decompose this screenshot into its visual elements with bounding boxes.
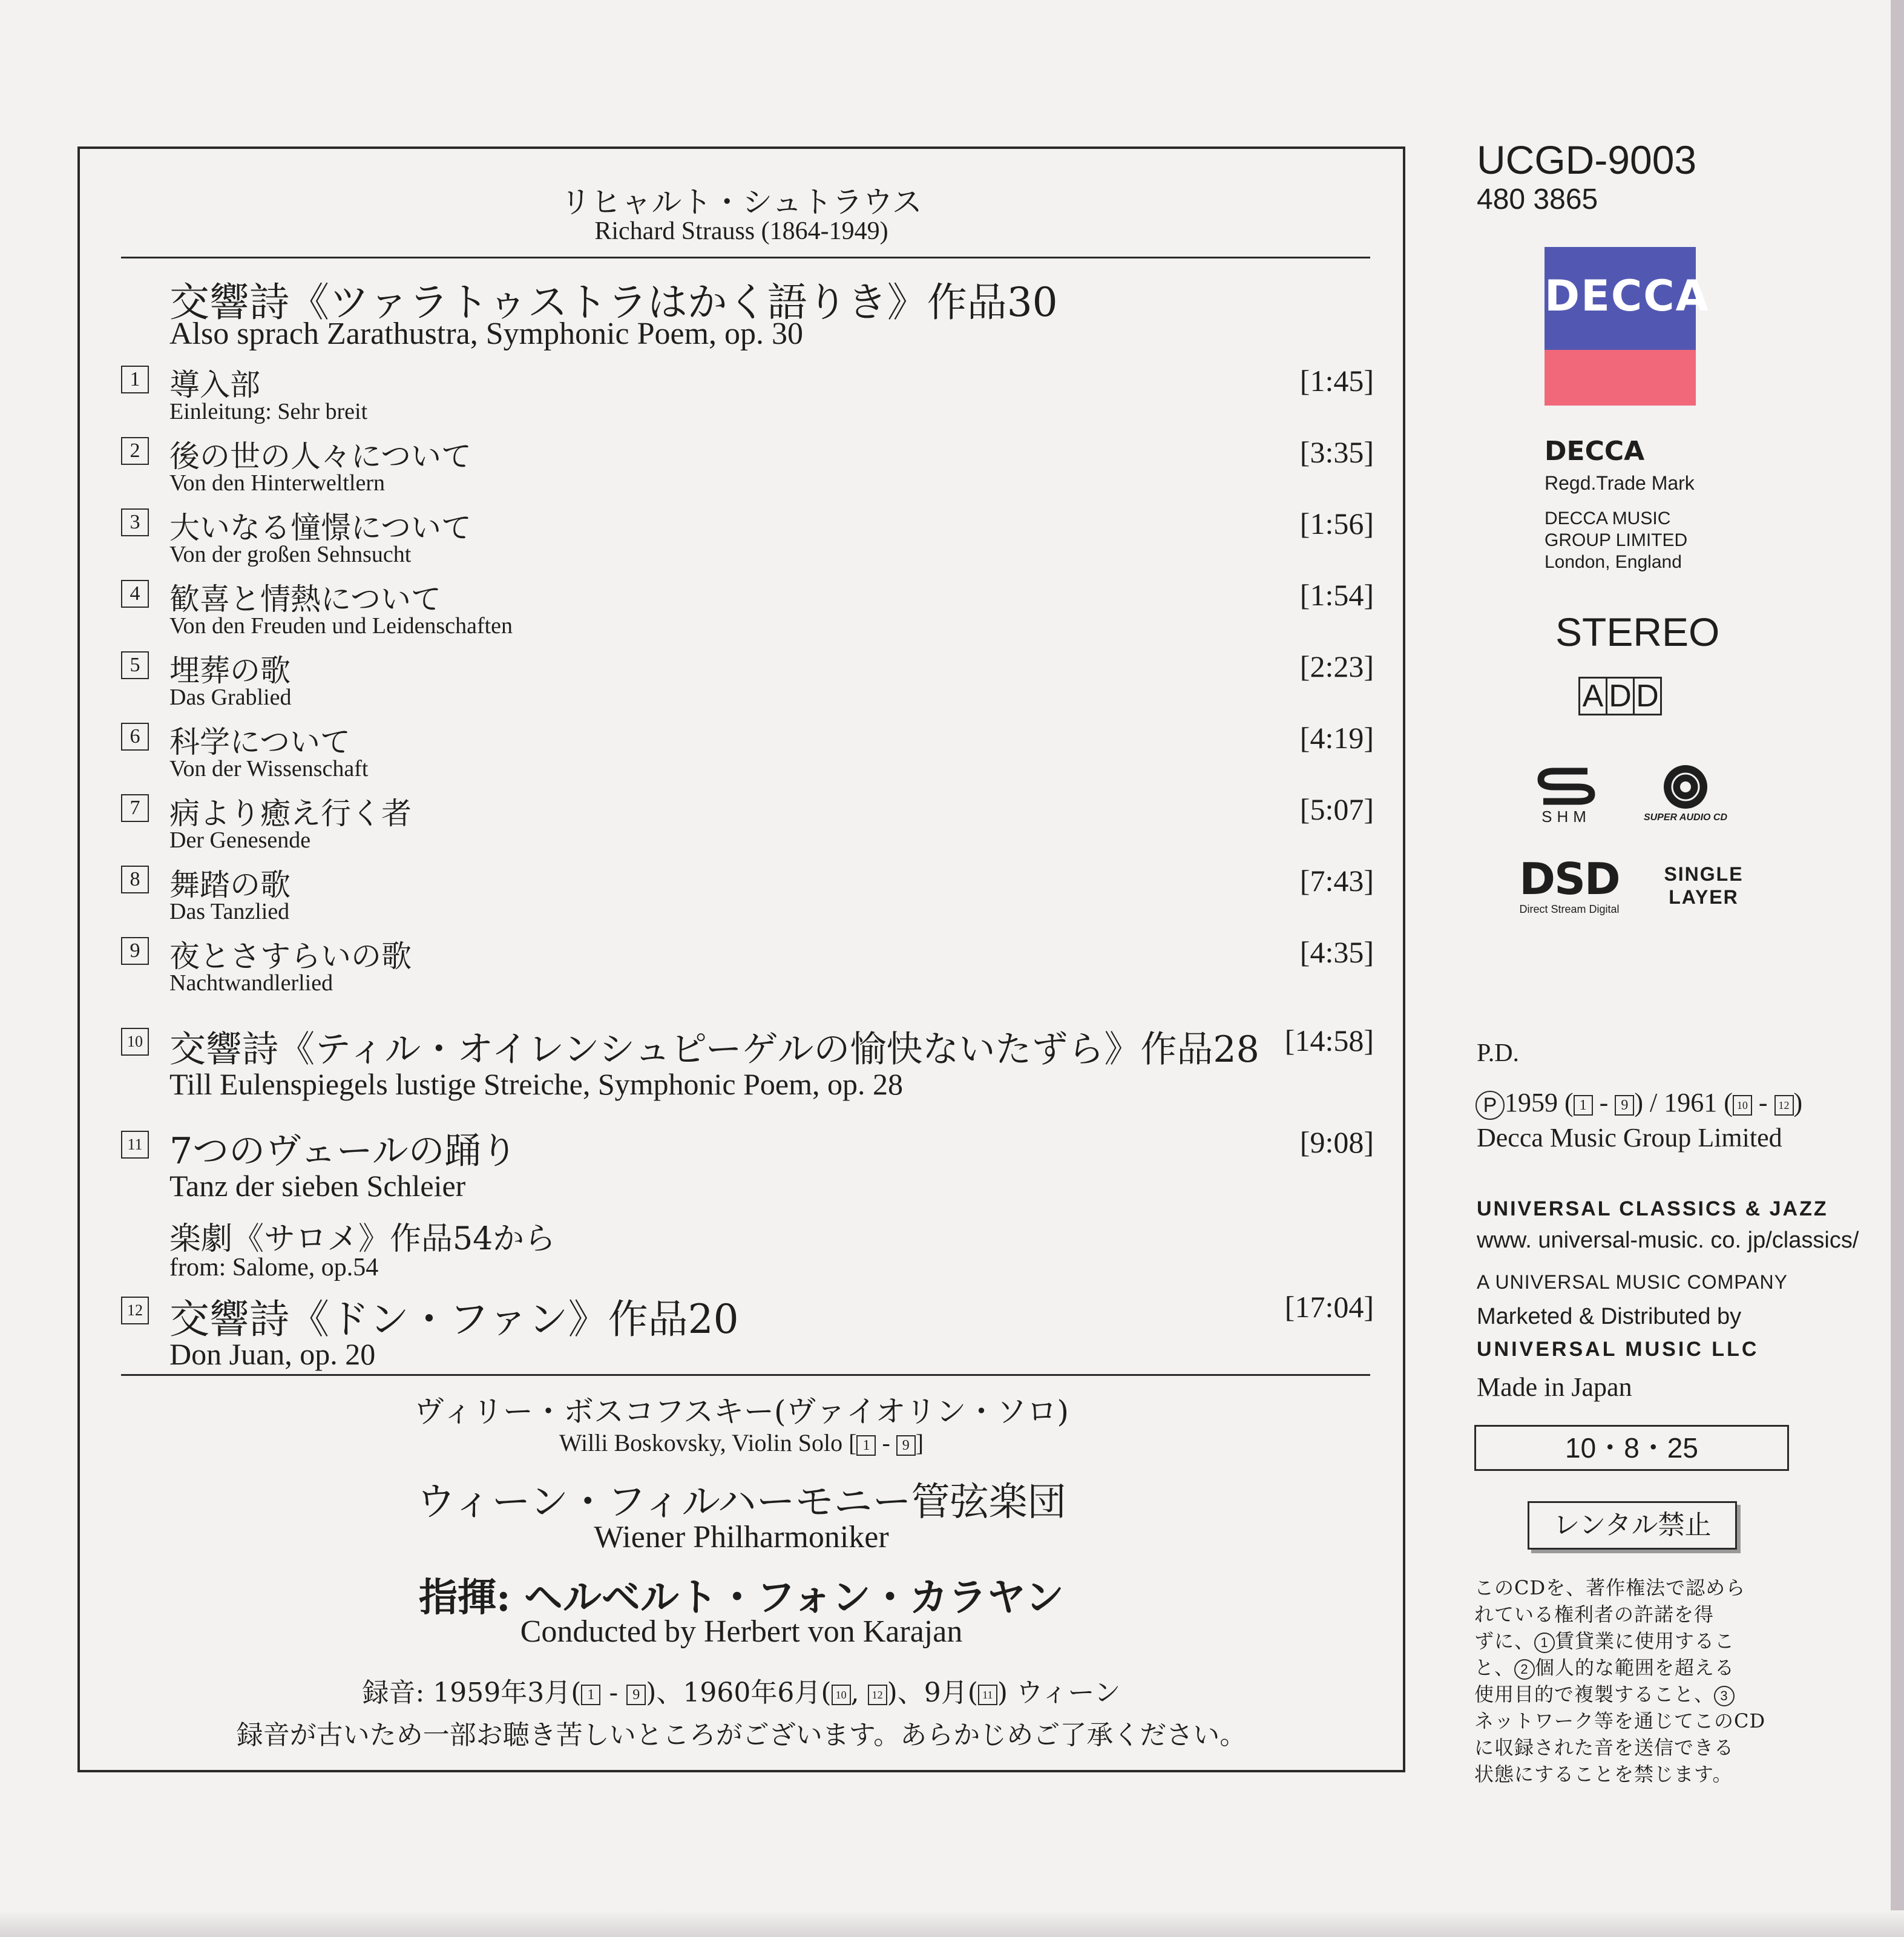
box-track-9: 9 bbox=[896, 1435, 916, 1456]
page-edge-bottom bbox=[0, 1910, 1904, 1937]
conductor-jp: 指揮: ヘルベルト・フォン・カラヤン bbox=[418, 1575, 1065, 1620]
dsd-text: DSD bbox=[1519, 853, 1620, 904]
track-title-de: Von der Wissenschaft bbox=[169, 756, 369, 781]
recording-text: )、9月( bbox=[887, 1677, 978, 1708]
track-title-de: Von den Hinterweltlern bbox=[169, 470, 385, 496]
notice-line: に収録された音を送信できる bbox=[1474, 1736, 1735, 1759]
range-dash: - bbox=[1592, 1088, 1615, 1117]
box-track-9: 9 bbox=[1615, 1095, 1634, 1116]
single-text: SINGLE bbox=[1664, 863, 1744, 885]
notice-text: と、 bbox=[1474, 1656, 1515, 1679]
track-title-de: Der Genesende bbox=[169, 827, 311, 853]
track-duration: [1:45] bbox=[1299, 364, 1374, 398]
orchestra-jp: ウィーン・フィルハーモニー管弦楽団 bbox=[416, 1480, 1066, 1525]
track-number: 3 bbox=[121, 508, 149, 536]
track-number: 12 bbox=[121, 1297, 149, 1324]
range-dash: - bbox=[876, 1429, 896, 1456]
recording-text: ) ウィーン bbox=[997, 1677, 1121, 1708]
circled-number: 3 bbox=[1714, 1686, 1735, 1706]
recording-note: 録音が古いため一部お聴き苦しいところがございます。あらかじめご了承ください。 bbox=[236, 1720, 1247, 1751]
pd-label: P.D. bbox=[1477, 1039, 1520, 1067]
track-title-jp: 科学について bbox=[169, 725, 350, 760]
track-title-jp: 病より癒え行く者 bbox=[169, 796, 412, 831]
track-number: 11 bbox=[121, 1131, 149, 1159]
trademark: Regd.Trade Mark bbox=[1545, 472, 1695, 494]
notice-line: 状態にすることを禁じます。 bbox=[1474, 1763, 1733, 1786]
shm-text: SHM bbox=[1541, 807, 1591, 826]
sacd-logo bbox=[1634, 764, 1737, 830]
track-title-de: Nachtwandlerlied bbox=[169, 970, 333, 996]
box-track-10: 10 bbox=[832, 1685, 851, 1705]
phonogram-line bbox=[1476, 1087, 1802, 1120]
add-letter: A bbox=[1578, 677, 1607, 715]
track-row-11 bbox=[121, 1122, 1374, 1286]
track-title-en: Don Juan, op. 20 bbox=[169, 1337, 376, 1371]
company-line-1: DECCA MUSIC bbox=[1545, 508, 1671, 528]
release-date-box: 10・8・25 bbox=[1474, 1425, 1789, 1471]
track-number: 10 bbox=[121, 1028, 149, 1056]
phonogram-icon: P bbox=[1476, 1091, 1505, 1120]
track-title-jp: 交響詩《ドン・ファン》作品20 bbox=[169, 1296, 739, 1343]
bracket-close: ] bbox=[915, 1429, 924, 1456]
box-track-12: 12 bbox=[868, 1685, 887, 1705]
dsd-subtext: Direct Stream Digital bbox=[1519, 903, 1620, 915]
track-number: 6 bbox=[121, 723, 149, 751]
box-track-10: 10 bbox=[1733, 1095, 1752, 1116]
range-dash: - bbox=[600, 1677, 627, 1708]
notice-text: ずに、 bbox=[1474, 1630, 1535, 1653]
track-row bbox=[121, 432, 1374, 499]
catalog-code: UCGD-9003 bbox=[1477, 137, 1697, 182]
track-title-de: Das Tanzlied bbox=[169, 899, 290, 924]
track-title-de: Von den Freuden und Leidenschaften bbox=[169, 613, 513, 639]
range-dash: - bbox=[1751, 1088, 1774, 1117]
track-title-jp: 舞踏の歌 bbox=[169, 867, 291, 903]
track-duration: [2:23] bbox=[1299, 650, 1374, 683]
layer-text: LAYER bbox=[1669, 886, 1739, 908]
single-layer-logo bbox=[1658, 863, 1749, 918]
catalog-number: 480 3865 bbox=[1477, 183, 1598, 215]
sacd-disc-icon bbox=[1634, 764, 1737, 810]
decca-logo-text: DECCA bbox=[1545, 271, 1710, 321]
track-duration: [1:56] bbox=[1299, 507, 1374, 541]
work-title-jp: 交響詩《ツァラトゥストラはかく語りき》作品30 bbox=[169, 279, 1058, 326]
page-edge-right bbox=[1891, 0, 1904, 1937]
notice-text: 使用目的で複製すること、 bbox=[1474, 1683, 1715, 1706]
decca-small-logo: DECCA bbox=[1545, 436, 1645, 467]
track-number: 8 bbox=[121, 866, 149, 893]
recording-text: )、1960年6月( bbox=[646, 1677, 832, 1708]
track-row bbox=[121, 932, 1374, 999]
track-duration: [9:08] bbox=[1299, 1125, 1374, 1159]
box-track-1: 1 bbox=[581, 1685, 600, 1705]
track-number: 7 bbox=[121, 794, 149, 822]
track-number: 4 bbox=[121, 580, 149, 608]
divider-top bbox=[121, 257, 1370, 258]
rental-prohibited-box: レンタル禁止 bbox=[1528, 1501, 1737, 1550]
notice-text: 賃貸業に使用するこ bbox=[1555, 1630, 1735, 1653]
add-code-box bbox=[1578, 677, 1660, 717]
universal-brand: UNIVERSAL CLASSICS & JAZZ bbox=[1477, 1197, 1828, 1220]
soloist-en-text: Willi Boskovsky, Violin Solo [ bbox=[559, 1429, 857, 1456]
box-track-1: 1 bbox=[856, 1435, 876, 1456]
box-track-12: 12 bbox=[1774, 1095, 1794, 1116]
tracklist-panel bbox=[77, 146, 1405, 1772]
track-title-jp: 歓喜と情熱について bbox=[169, 582, 441, 617]
track-row bbox=[121, 646, 1374, 713]
company-line-2: GROUP LIMITED bbox=[1545, 530, 1688, 550]
track-title-de: Einleitung: Sehr breit bbox=[169, 399, 368, 424]
recording-text: 録音: 1959年3月( bbox=[362, 1677, 582, 1708]
track-row bbox=[121, 361, 1374, 427]
universal-llc: UNIVERSAL MUSIC LLC bbox=[1477, 1338, 1759, 1361]
work-title-en: Also sprach Zarathustra, Symphonic Poem, op. 30 bbox=[169, 317, 804, 351]
track-row bbox=[121, 861, 1374, 927]
universal-company: A UNIVERSAL MUSIC COMPANY bbox=[1477, 1271, 1788, 1293]
decca-logo bbox=[1545, 247, 1710, 406]
recording-text: , bbox=[850, 1677, 868, 1708]
track-row bbox=[121, 504, 1374, 570]
composer-name-jp: リヒャルト・シュトラウス bbox=[560, 185, 922, 220]
shm-s-icon bbox=[1530, 764, 1603, 806]
dsd-logo bbox=[1512, 853, 1627, 920]
track-title-jp: 交響詩《ティル・オイレンシュピーゲルの愉快ないたずら》作品28 bbox=[169, 1028, 1259, 1071]
track-duration: [1:54] bbox=[1299, 578, 1374, 612]
track-title-de: Das Grablied bbox=[169, 685, 292, 710]
track-title-de: Von der großen Sehnsucht bbox=[169, 542, 412, 567]
notice-line: このCDを、著作権法で認めら bbox=[1474, 1576, 1746, 1599]
track-row bbox=[121, 575, 1374, 642]
track-duration: [3:35] bbox=[1299, 435, 1374, 469]
track-title-jp: 大いなる憧憬について bbox=[169, 510, 471, 545]
phonogram-year: ) bbox=[1793, 1088, 1803, 1117]
track-number: 2 bbox=[121, 437, 149, 465]
notice-line bbox=[1474, 1679, 1813, 1707]
track-row bbox=[121, 718, 1374, 784]
track-title-jp: 7つのヴェールの踊り bbox=[169, 1130, 517, 1172]
box-track-1: 1 bbox=[1574, 1095, 1593, 1116]
website-url: www. universal-music. co. jp/classics/ bbox=[1477, 1228, 1859, 1253]
phonogram-year: 1959 ( bbox=[1505, 1088, 1574, 1117]
stereo-label: STEREO bbox=[1555, 610, 1720, 654]
track-duration: [7:43] bbox=[1299, 864, 1374, 898]
add-letter: D bbox=[1633, 677, 1662, 715]
track-number: 9 bbox=[121, 937, 149, 965]
box-track-11: 11 bbox=[978, 1685, 997, 1705]
track-duration: [5:07] bbox=[1299, 792, 1374, 826]
track-title-jp: 埋葬の歌 bbox=[169, 653, 291, 688]
track-title-en: Till Eulenspiegels lustige Streiche, Symphonic Poem, op. 28 bbox=[169, 1067, 903, 1101]
notice-line: れている権利者の許諾を得 bbox=[1474, 1603, 1715, 1626]
circled-number: 2 bbox=[1514, 1659, 1535, 1680]
phonogram-year: ) / 1961 ( bbox=[1634, 1088, 1733, 1117]
soloist-en bbox=[80, 1429, 1403, 1457]
composer-name-en: Richard Strauss (1864-1949) bbox=[594, 217, 888, 245]
track-number: 5 bbox=[121, 651, 149, 679]
track-row-12 bbox=[121, 1287, 1374, 1371]
circled-number: 1 bbox=[1534, 1633, 1555, 1653]
track-title-jp: 夜とさすらいの歌 bbox=[169, 939, 412, 974]
track-duration: [4:19] bbox=[1299, 721, 1374, 755]
add-letter: D bbox=[1606, 677, 1635, 715]
recording-info bbox=[80, 1671, 1403, 1709]
soloist-jp: ヴィリー・ボスコフスキー(ヴァイオリン・ソロ) bbox=[413, 1394, 1069, 1429]
notice-line bbox=[1474, 1626, 1813, 1654]
track-source-en: from: Salome, op.54 bbox=[169, 1254, 379, 1281]
shm-logo bbox=[1530, 764, 1603, 830]
divider-bottom bbox=[121, 1374, 1370, 1376]
track-title-jp: 後の世の人々について bbox=[169, 439, 471, 474]
track-number: 1 bbox=[121, 366, 149, 393]
notice-line bbox=[1474, 1653, 1813, 1680]
track-duration: [4:35] bbox=[1299, 935, 1374, 969]
notice-text: 個人的な範囲を超える bbox=[1535, 1656, 1735, 1679]
track-title-jp: 導入部 bbox=[169, 367, 260, 403]
track-duration: [17:04] bbox=[1284, 1290, 1374, 1324]
made-in: Made in Japan bbox=[1477, 1372, 1632, 1402]
track-duration: [14:58] bbox=[1284, 1024, 1374, 1057]
notice-line: ネットワーク等を通じてこのCD bbox=[1474, 1709, 1766, 1732]
track-title-en: Tanz der sieben Schleier bbox=[169, 1169, 466, 1203]
company-line-3: London, England bbox=[1545, 552, 1682, 572]
marketed-by: Marketed & Distributed by bbox=[1477, 1304, 1742, 1329]
conductor-en: Conducted by Herbert von Karajan bbox=[520, 1614, 963, 1649]
phonogram-owner: Decca Music Group Limited bbox=[1477, 1123, 1782, 1153]
track-source-jp: 楽劇《サロメ》作品54から bbox=[169, 1221, 556, 1257]
sacd-text: SUPER AUDIO CD bbox=[1643, 812, 1728, 823]
decca-logo-bottom bbox=[1545, 350, 1696, 406]
orchestra-en: Wiener Philharmoniker bbox=[594, 1520, 889, 1554]
box-track-9: 9 bbox=[626, 1685, 646, 1705]
track-row bbox=[121, 789, 1374, 856]
track-row-10 bbox=[121, 1021, 1374, 1101]
